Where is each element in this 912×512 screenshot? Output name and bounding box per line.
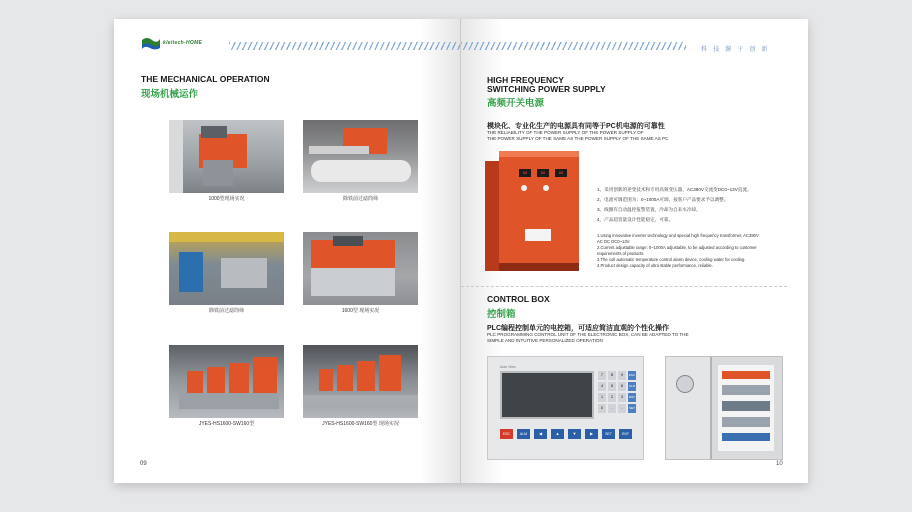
section-title-zh: 现场机械运作 [141,89,199,100]
key: 4 [598,382,606,391]
spec-en-6: 4.Product design capacity of ultra stable performance, reliable. [597,263,713,268]
section-divider [461,286,787,287]
key: 1 [598,393,606,402]
key: 0 [598,404,606,413]
plc-panel-image [487,356,644,460]
power-subtitle-en-2: THE POWER SUPPLY OF THE SAME AS THE POWER SUPPLY OF THE SAME AS PC [487,136,669,141]
up-arrow-key: ▲ [551,429,564,439]
panel-brand: Auto View [500,365,516,369]
header-stripe-right [461,42,686,50]
logo-text: kleitech-HOME [163,40,203,46]
control-title-zh: 控制箱 [487,309,516,320]
esc-key: ESC [500,429,513,439]
spec-en-1: 1.Using innovative inverter technology and special high frequency transformer, AC380V [597,233,759,238]
right-page [461,19,808,483]
photo-caption-2: 除铁前过滤筒筛 [342,196,378,202]
site-photo-5 [169,345,284,418]
power-supply-image: 88 88 88 [485,151,583,273]
power-title-en-2: SWITCHING POWER SUPPLY [487,84,606,94]
spec-zh-3: 3、线圈有自动温控报警装置，冷却为自来水冷却。 [597,207,701,212]
key: . [608,404,616,413]
spec-en-4: requirements of products. [597,251,645,256]
right-arrow-key: ▶ [585,429,598,439]
key: 2 [608,393,616,402]
site-photo-2 [303,120,418,193]
page-number-left: 09 [140,461,147,467]
control-title-en: CONTROL BOX [487,294,550,304]
control-subtitle-en-1: PLC PROGRAMMING CONTROL UNIT OF THE ELECTRONIC BOX, CAN BE ADAPTED TO THE [487,332,689,337]
spec-zh-1: 1、采用创新的逆变技术和专用高频变压器，AC380V交流变DC0~13V直流。 [597,187,752,192]
site-photo-4 [303,232,418,305]
site-photo-6 [303,345,418,418]
page-number-right: 10 [776,461,783,467]
control-cabinet-image [665,356,783,460]
power-subtitle-zh: 模块化、专业化生产的电源具有同等于PC机电源的可靠性 [487,123,665,130]
photo-caption-5: JYES-HS1600-SW160型 [198,421,255,427]
key: CLR [628,382,636,391]
key: ESC [628,371,636,380]
alm-key: ALM [517,429,530,439]
down-arrow-key: ▼ [568,429,581,439]
photo-caption-6: JYES-HS1600-SW160型 现场实况 [322,421,399,427]
key: 5 [608,382,616,391]
spec-zh-4: 4、产品超容量设计性能稳定，可靠。 [597,217,674,222]
flag-logo-icon [141,36,161,52]
spec-en-3: 2.Current adjustable range: 0~1000A adjustable, to be adjusted according to customer [597,245,757,250]
key: 9 [618,371,626,380]
lcd-screen [500,371,594,419]
left-arrow-key: ◀ [534,429,547,439]
key: - [618,404,626,413]
power-subtitle-en-1: THE RELIABILITY OF THE POWER SUPPLY OF THE POWER SUPPLY OF [487,130,644,135]
numeric-keypad [598,371,636,415]
section-title-en: THE MECHANICAL OPERATION [141,74,270,84]
control-subtitle-en-2: SIMPLE AND INTUITIVE PERSONALIZED OPERATION [487,338,603,343]
photo-caption-1: 1000型现场实况 [208,196,245,202]
spec-en-5: 3.The coil automatic temperature control alarm device, cooling water for cooling. [597,257,746,262]
site-photo-3 [169,232,284,305]
key: 7 [598,371,606,380]
set-key: SET [602,429,615,439]
key: ENT [628,393,636,402]
power-title-en-1: HIGH FREQUENCY [487,75,564,85]
left-page [114,19,461,483]
header-stripe [229,42,461,50]
photo-caption-3: 除铁前过滤筒筛 [208,308,244,314]
site-photo-1 [169,120,284,193]
ent-key: ENT [619,429,632,439]
slogan: 科 技 源 于 创 新 [701,47,770,53]
key: SET [628,404,636,413]
key: 3 [618,393,626,402]
power-title-zh: 高频开关电源 [487,98,545,109]
control-subtitle-zh: PLC编程控制单元的电控箱，可适应简洁直观的个性化操作 [487,325,669,332]
spec-zh-2: 2、电流可调范围为：0~1000A可调，按客户产品要求予以调整。 [597,197,729,202]
key: 8 [608,371,616,380]
brochure-spread [114,19,808,483]
photo-caption-4: 1600型 现场实况 [341,308,380,314]
spec-en-2: AC DC DC0~13V. [597,239,631,244]
key: 6 [618,382,626,391]
function-button-row [500,429,632,439]
